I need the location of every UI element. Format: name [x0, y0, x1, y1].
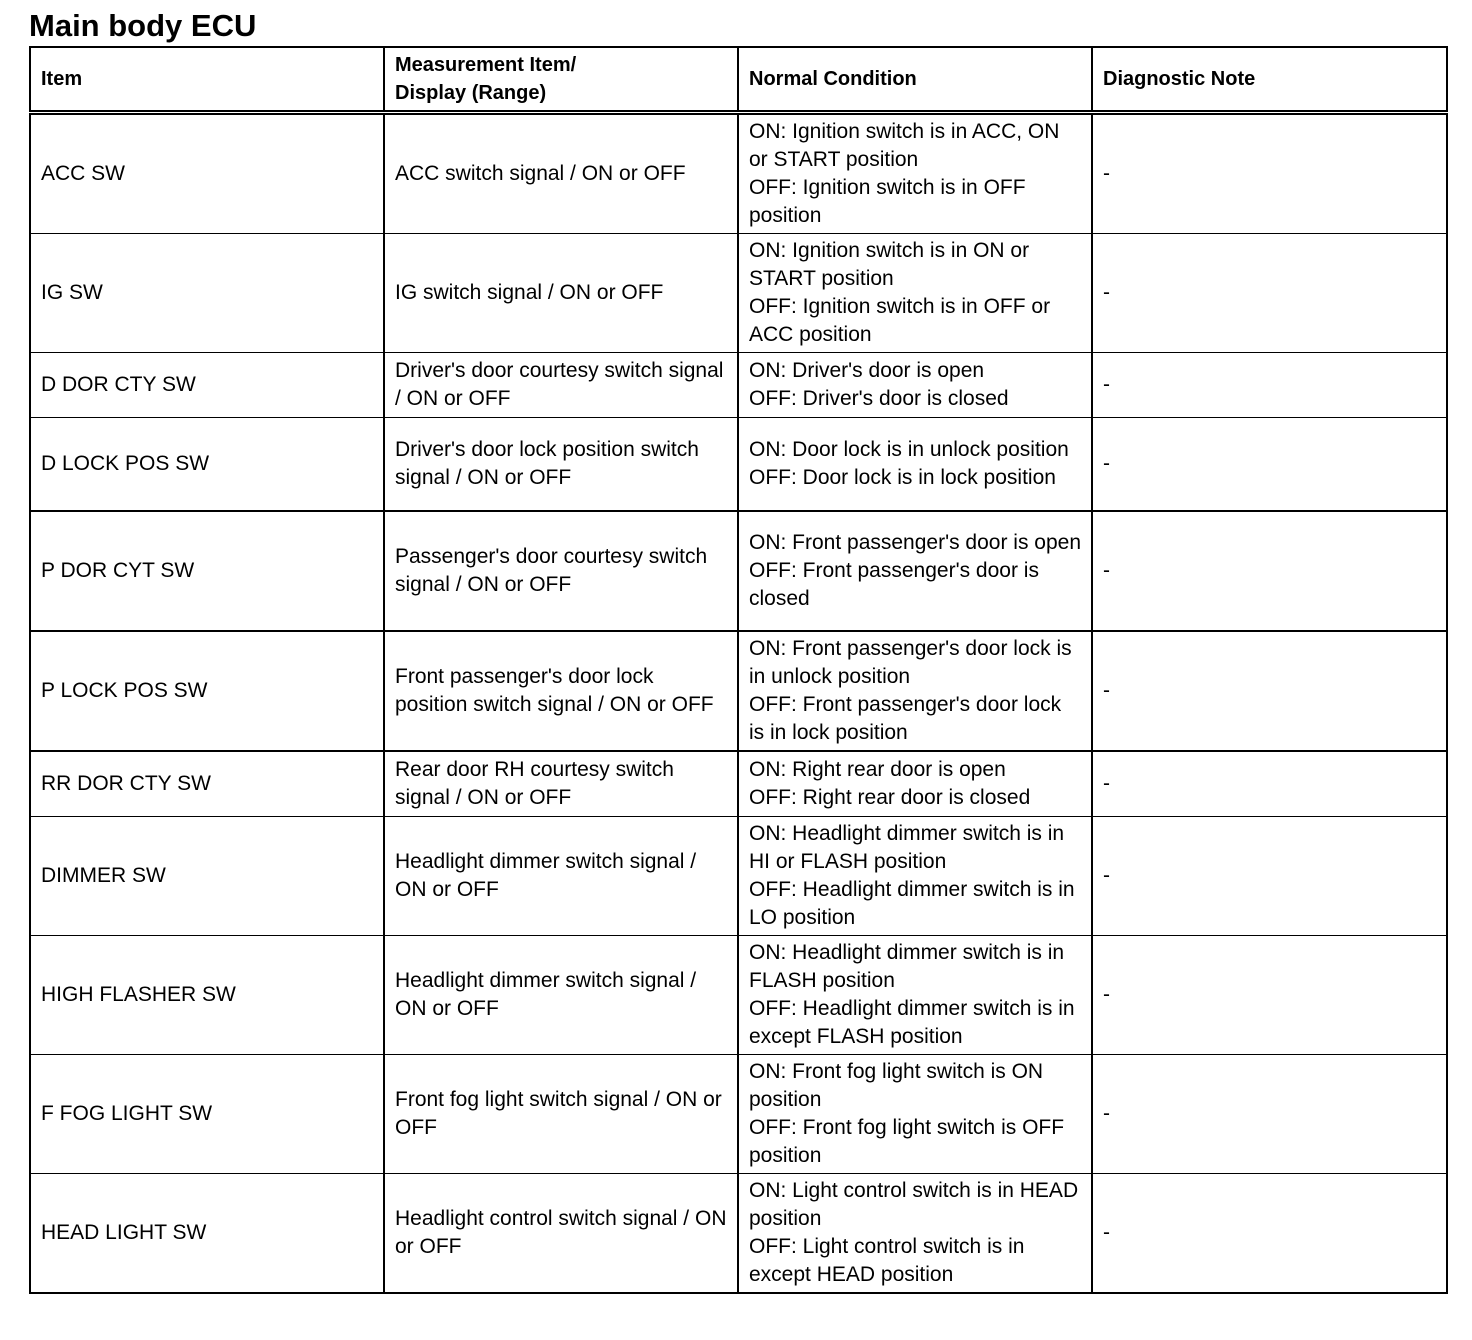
cell-measurement: Driver's door courtesy switch signal / ON or OFF	[384, 353, 738, 418]
table-row	[30, 631, 1447, 751]
header-measurement-line1: Measurement Item/	[395, 54, 577, 76]
cell-diagnostic-note: -	[1092, 418, 1447, 512]
table-header	[30, 47, 1447, 113]
condition-on: ON: Right rear door is open	[749, 758, 1006, 781]
condition-off: OFF: Light control switch is in except HEAD position	[749, 1235, 1025, 1286]
table-row	[30, 751, 1447, 817]
table-row	[30, 234, 1447, 353]
cell-normal-condition	[738, 113, 1092, 234]
cell-normal-condition	[738, 631, 1092, 751]
condition-on: ON: Light control switch is in HEAD position	[749, 1179, 1079, 1230]
table-row	[30, 418, 1447, 512]
condition-on: ON: Front passenger's door is open	[749, 531, 1082, 554]
condition-on: ON: Front passenger's door lock is in unlock position	[749, 637, 1072, 688]
cell-measurement: IG switch signal / ON or OFF	[384, 234, 738, 353]
page-title: Main body ECU	[29, 8, 257, 43]
condition-off: OFF: Ignition switch is in OFF position	[749, 176, 1026, 227]
table-row	[30, 817, 1447, 936]
cell-diagnostic-note: -	[1092, 817, 1447, 936]
condition-off: OFF: Headlight dimmer switch is in except FLASH position	[749, 997, 1075, 1048]
header-normal-condition: Normal Condition	[738, 47, 1092, 113]
cell-item: HEAD LIGHT SW	[30, 1174, 384, 1294]
condition-off: OFF: Door lock is in lock position	[749, 466, 1056, 489]
cell-item: P LOCK POS SW	[30, 631, 384, 751]
cell-item: P DOR CYT SW	[30, 511, 384, 631]
condition-on: ON: Headlight dimmer switch is in FLASH position	[749, 941, 1065, 992]
header-row	[30, 47, 1447, 113]
cell-measurement: Headlight dimmer switch signal / ON or OFF	[384, 936, 738, 1055]
cell-measurement: Headlight control switch signal / ON or OFF	[384, 1174, 738, 1294]
cell-normal-condition	[738, 511, 1092, 631]
header-item: Item	[30, 47, 384, 113]
cell-diagnostic-note: -	[1092, 1174, 1447, 1294]
cell-normal-condition	[738, 234, 1092, 353]
condition-off: OFF: Right rear door is closed	[749, 786, 1031, 809]
condition-on: ON: Headlight dimmer switch is in HI or FLASH position	[749, 822, 1065, 873]
cell-item: D LOCK POS SW	[30, 418, 384, 512]
table-row	[30, 1055, 1447, 1174]
cell-measurement: Front fog light switch signal / ON or OFF	[384, 1055, 738, 1174]
cell-diagnostic-note: -	[1092, 511, 1447, 631]
cell-diagnostic-note: -	[1092, 751, 1447, 817]
cell-item: F FOG LIGHT SW	[30, 1055, 384, 1174]
cell-diagnostic-note: -	[1092, 631, 1447, 751]
cell-normal-condition	[738, 751, 1092, 817]
cell-measurement: ACC switch signal / ON or OFF	[384, 113, 738, 234]
cell-normal-condition	[738, 353, 1092, 418]
header-measurement-line2: Display (Range)	[395, 82, 547, 104]
cell-item: HIGH FLASHER SW	[30, 936, 384, 1055]
table-row	[30, 1174, 1447, 1294]
condition-on: ON: Front fog light switch is ON position	[749, 1060, 1044, 1111]
cell-normal-condition	[738, 418, 1092, 512]
condition-off: OFF: Front fog light switch is OFF position	[749, 1116, 1065, 1167]
condition-on: ON: Ignition switch is in ACC, ON or START position	[749, 120, 1060, 171]
cell-item: IG SW	[30, 234, 384, 353]
condition-off: OFF: Front passenger's door lock is in lock position	[749, 693, 1062, 744]
condition-on: ON: Door lock is in unlock position	[749, 438, 1069, 461]
cell-item: RR DOR CTY SW	[30, 751, 384, 817]
condition-on: ON: Ignition switch is in ON or START position	[749, 239, 1030, 290]
header-diagnostic-note: Diagnostic Note	[1092, 47, 1447, 113]
condition-off: OFF: Ignition switch is in OFF or ACC position	[749, 295, 1051, 346]
cell-normal-condition	[738, 936, 1092, 1055]
table-row	[30, 936, 1447, 1055]
cell-diagnostic-note: -	[1092, 234, 1447, 353]
condition-off: OFF: Driver's door is closed	[749, 387, 1009, 410]
cell-item: D DOR CTY SW	[30, 353, 384, 418]
cell-item: DIMMER SW	[30, 817, 384, 936]
cell-diagnostic-note: -	[1092, 113, 1447, 234]
cell-measurement: Rear door RH courtesy switch signal / ON or OFF	[384, 751, 738, 817]
cell-measurement: Passenger's door courtesy switch signal / ON or OFF	[384, 511, 738, 631]
cell-measurement: Headlight dimmer switch signal / ON or OFF	[384, 817, 738, 936]
cell-item: ACC SW	[30, 113, 384, 234]
table-row	[30, 353, 1447, 418]
cell-normal-condition	[738, 1174, 1092, 1294]
condition-on: ON: Driver's door is open	[749, 359, 985, 382]
table-row	[30, 113, 1447, 234]
condition-off: OFF: Headlight dimmer switch is in LO position	[749, 878, 1075, 929]
cell-measurement: Front passenger's door lock position switch signal / ON or OFF	[384, 631, 738, 751]
cell-diagnostic-note: -	[1092, 353, 1447, 418]
cell-diagnostic-note: -	[1092, 936, 1447, 1055]
cell-normal-condition	[738, 817, 1092, 936]
table-body	[30, 113, 1447, 1294]
main-body-ecu-table	[29, 46, 1448, 1294]
cell-measurement: Driver's door lock position switch signal / ON or OFF	[384, 418, 738, 512]
table-row	[30, 511, 1447, 631]
cell-diagnostic-note: -	[1092, 1055, 1447, 1174]
cell-normal-condition	[738, 1055, 1092, 1174]
header-measurement	[384, 47, 738, 113]
condition-off: OFF: Front passenger's door is closed	[749, 559, 1039, 610]
